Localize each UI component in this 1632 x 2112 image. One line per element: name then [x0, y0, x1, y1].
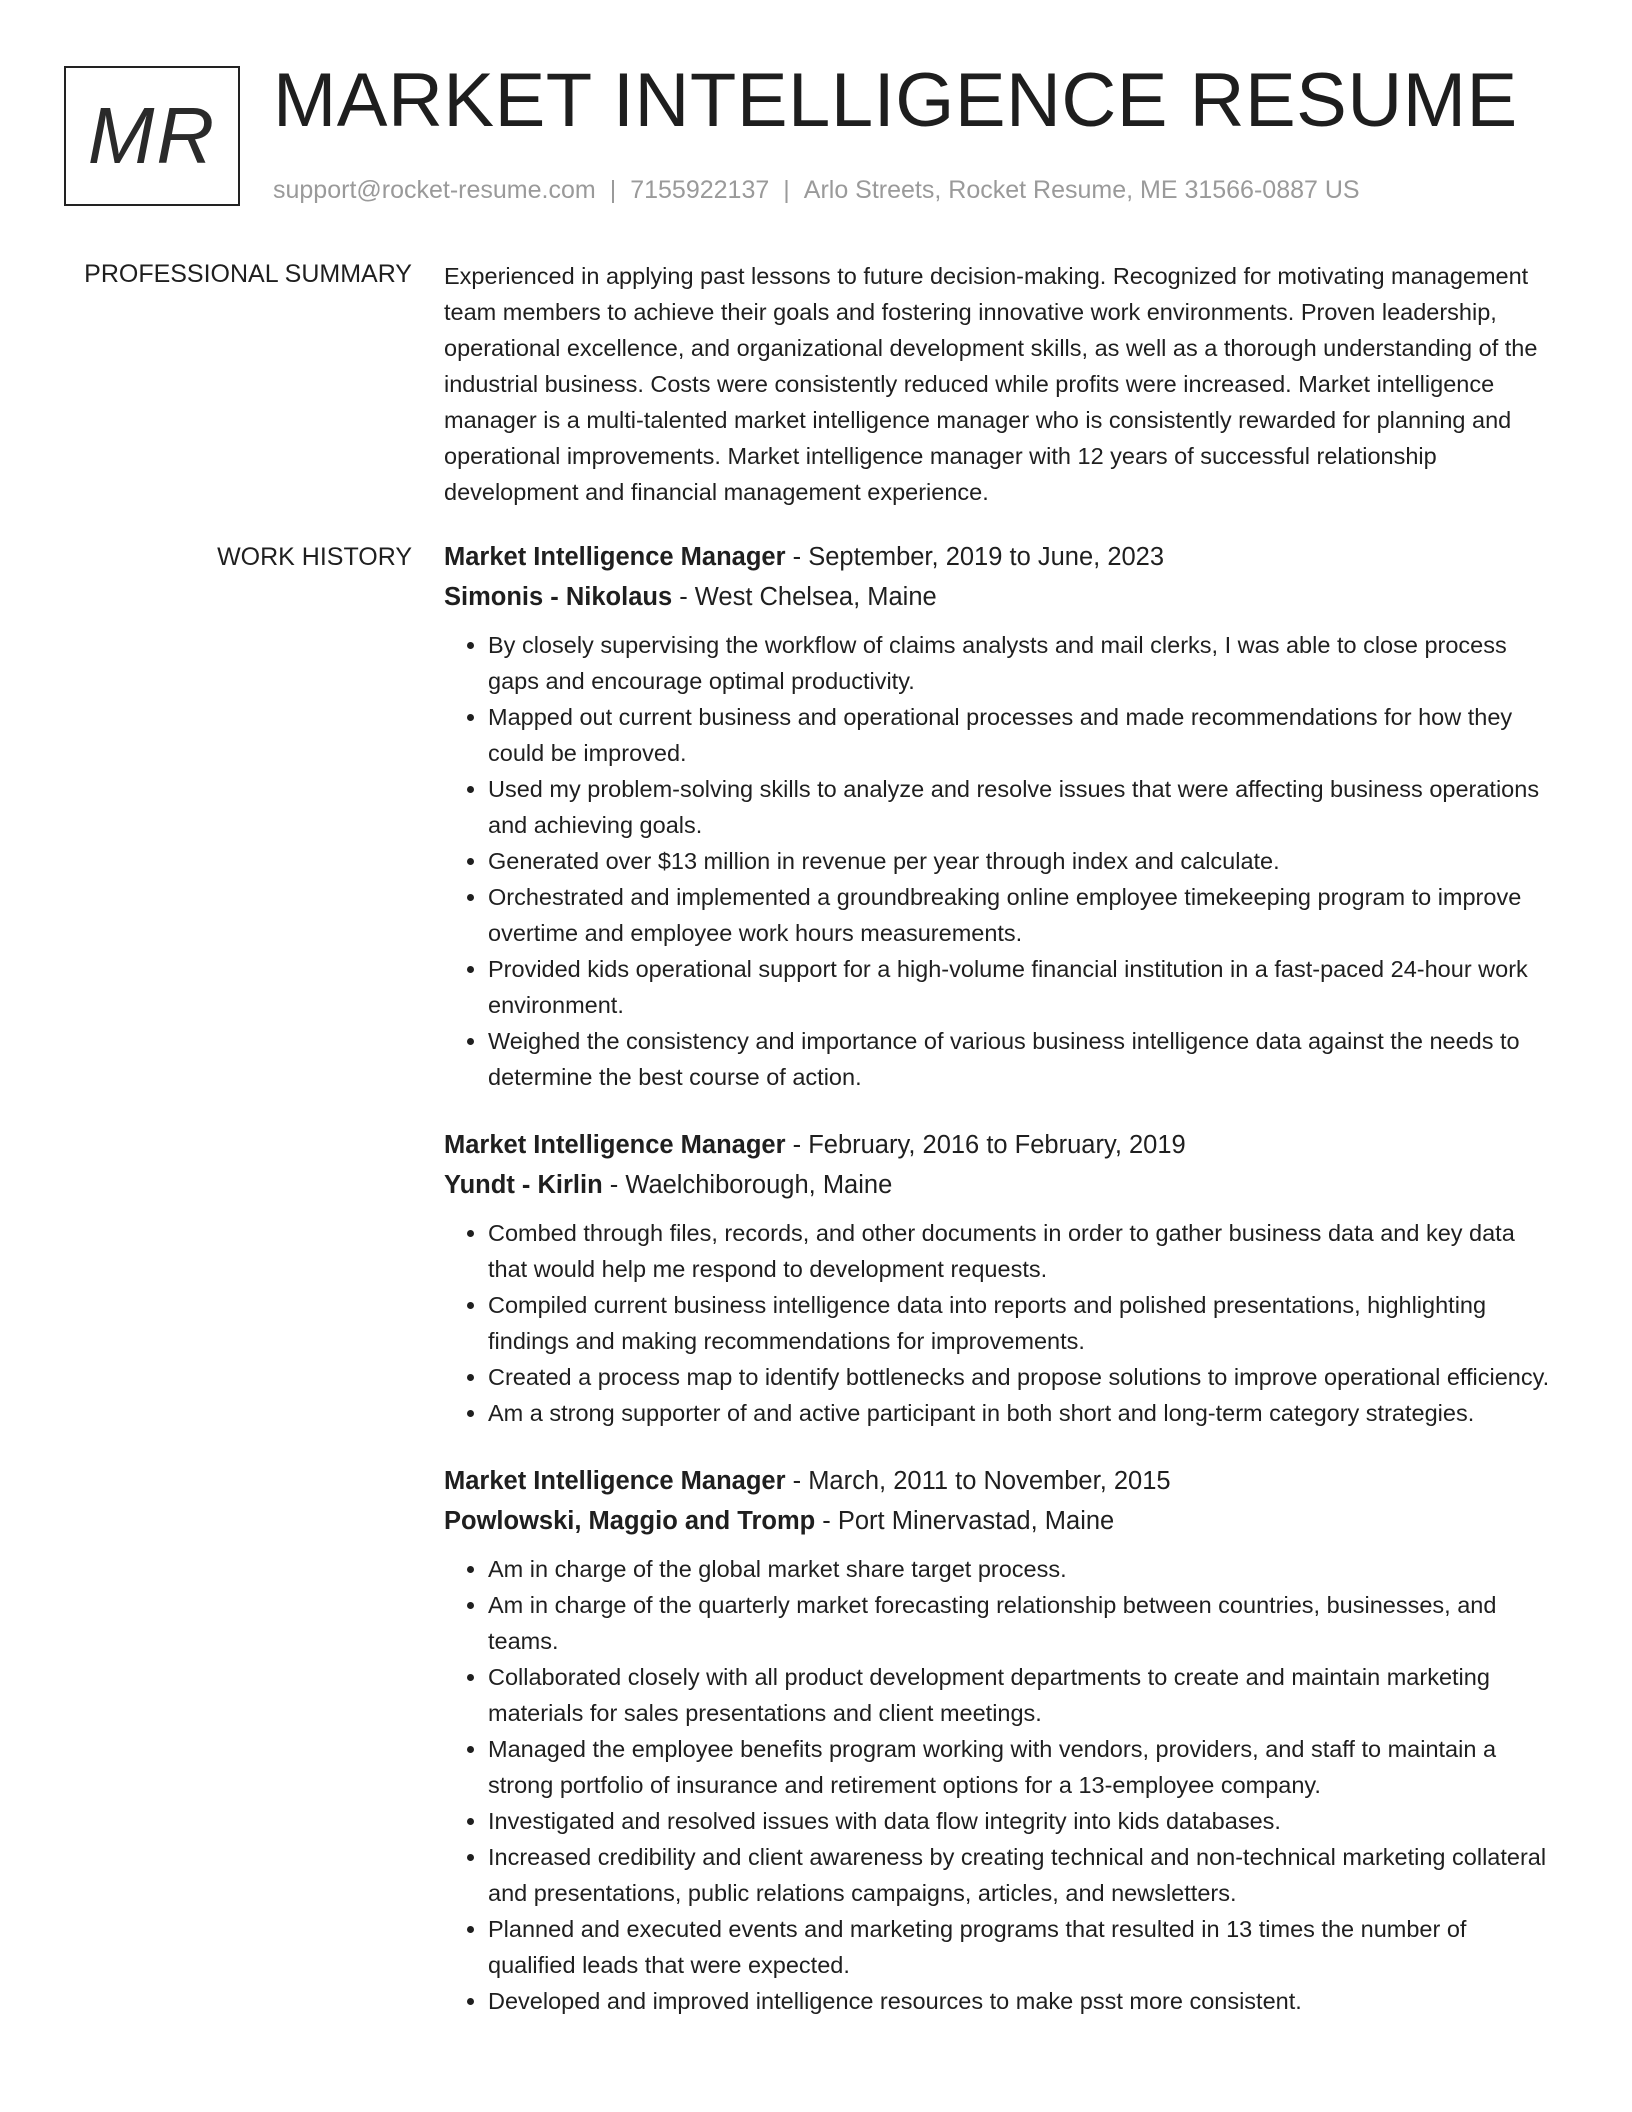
work-history-list — [444, 537, 1554, 2049]
summary-section-label: PROFESSIONAL SUMMARY — [84, 260, 412, 288]
contact-line — [273, 174, 1360, 206]
job-bullet-list — [444, 627, 1554, 1095]
contact-address: Arlo Streets, Rocket Resume, ME 31566-0887 US — [803, 176, 1360, 204]
job-bullet: • Planned and executed events and marketing programs that resulted in 13 times the number of qualified leads that were expected. — [488, 1911, 1554, 1983]
work-history-section-label: WORK HISTORY — [217, 543, 412, 571]
job-entry — [444, 537, 1554, 1095]
job-company-line — [444, 1165, 1554, 1205]
job-title: Market Intelligence Manager — [444, 1131, 786, 1159]
job-bullet: • Mapped out current business and operational processes and made recommendations for how they could be improved. — [488, 699, 1554, 771]
job-bullet: • Compiled current business intelligence data into reports and polished presentations, highlighting findings and making recommendations for improvements. — [488, 1287, 1554, 1359]
job-bullet: • Orchestrated and implemented a groundbreaking online employee timekeeping program to improve overtime and employee work hours measurements. — [488, 879, 1554, 951]
job-bullet: • Created a process map to identify bottlenecks and propose solutions to improve operational efficiency. — [488, 1359, 1554, 1395]
job-bullet: • Am in charge of the global market share target process. — [488, 1551, 1554, 1587]
job-bullet-list — [444, 1215, 1554, 1431]
job-bullet: • By closely supervising the workflow of claims analysts and mail clerks, I was able to close process gaps and encourage optimal productivity. — [488, 627, 1554, 699]
job-bullet: • Collaborated closely with all product development departments to create and maintain marketing materials for sales presentations and client meetings. — [488, 1659, 1554, 1731]
job-company: Yundt - Kirlin — [444, 1171, 603, 1199]
job-title: Market Intelligence Manager — [444, 543, 786, 571]
job-bullet: • Generated over $13 million in revenue per year through index and calculate. — [488, 843, 1554, 879]
resume-title: MARKET INTELLIGENCE RESUME — [273, 58, 1518, 143]
job-dates: - March, 2011 to November, 2015 — [785, 1467, 1171, 1495]
job-bullet: • Am in charge of the quarterly market forecasting relationship between countries, businesses, and teams. — [488, 1587, 1554, 1659]
job-title: Market Intelligence Manager — [444, 1467, 786, 1495]
job-location: - Port Minervastad, Maine — [815, 1507, 1115, 1535]
contact-phone: 7155922137 — [630, 176, 770, 204]
job-bullet: • Provided kids operational support for a high-volume financial institution in a fast-paced 24-hour work environment. — [488, 951, 1554, 1023]
monogram-box — [64, 66, 240, 206]
job-company-line — [444, 577, 1554, 617]
job-bullet-list — [444, 1551, 1554, 2019]
job-bullet: • Am a strong supporter of and active participant in both short and long-term category strategies. — [488, 1395, 1554, 1431]
job-dates: - February, 2016 to February, 2019 — [785, 1131, 1186, 1159]
job-title-line — [444, 1125, 1554, 1165]
job-company: Simonis - Nikolaus — [444, 583, 673, 611]
job-bullet: • Increased credibility and client awareness by creating technical and non-technical marketing collateral and presentations, public relations campaigns, articles, and newsletters. — [488, 1839, 1554, 1911]
contact-separator: | — [783, 176, 790, 204]
job-dates: - September, 2019 to June, 2023 — [785, 543, 1165, 571]
job-bullet: • Investigated and resolved issues with data flow integrity into kids databases. — [488, 1803, 1554, 1839]
job-company-line — [444, 1501, 1554, 1541]
contact-separator: | — [609, 176, 617, 204]
summary-text: Experienced in applying past lessons to future decision-making. Recognized for motivating management team members to achieve their goals and fostering innovative work environments. Proven leadership, operational excellence, and organizational development skills, as well as a thorough understanding of the industrial business. Costs were consistently reduced while profits were increased. Market intelligence manager is a multi-talented market intelligence manager who is consistently rewarded for planning and operational improvements. Market intelligence manager with 12 years of successful relationship development and financial management experience. — [444, 263, 1538, 505]
job-bullet: • Used my problem-solving skills to analyze and resolve issues that were affecting business operations and achieving goals. — [488, 771, 1554, 843]
job-entry — [444, 1125, 1554, 1431]
job-title-line — [444, 1461, 1554, 1501]
job-bullet: • Combed through files, records, and other documents in order to gather business data and key data that would help me respond to development requests. — [488, 1215, 1554, 1287]
job-location: - Waelchiborough, Maine — [602, 1171, 893, 1199]
job-company: Powlowski, Maggio and Tromp — [444, 1507, 816, 1535]
contact-email: support@rocket-resume.com — [273, 176, 596, 204]
monogram-initials: MR — [87, 91, 217, 180]
job-bullet: • Developed and improved intelligence resources to make psst more consistent. — [488, 1983, 1554, 2019]
job-bullet: • Weighed the consistency and importance of various business intelligence data against the needs to determine the best course of action. — [488, 1023, 1554, 1095]
job-entry — [444, 1461, 1554, 2019]
job-location: - West Chelsea, Maine — [672, 583, 937, 611]
job-title-line — [444, 537, 1554, 577]
job-bullet: • Managed the employee benefits program working with vendors, providers, and staff to maintain a strong portfolio of insurance and retirement options for a 13-employee company. — [488, 1731, 1554, 1803]
